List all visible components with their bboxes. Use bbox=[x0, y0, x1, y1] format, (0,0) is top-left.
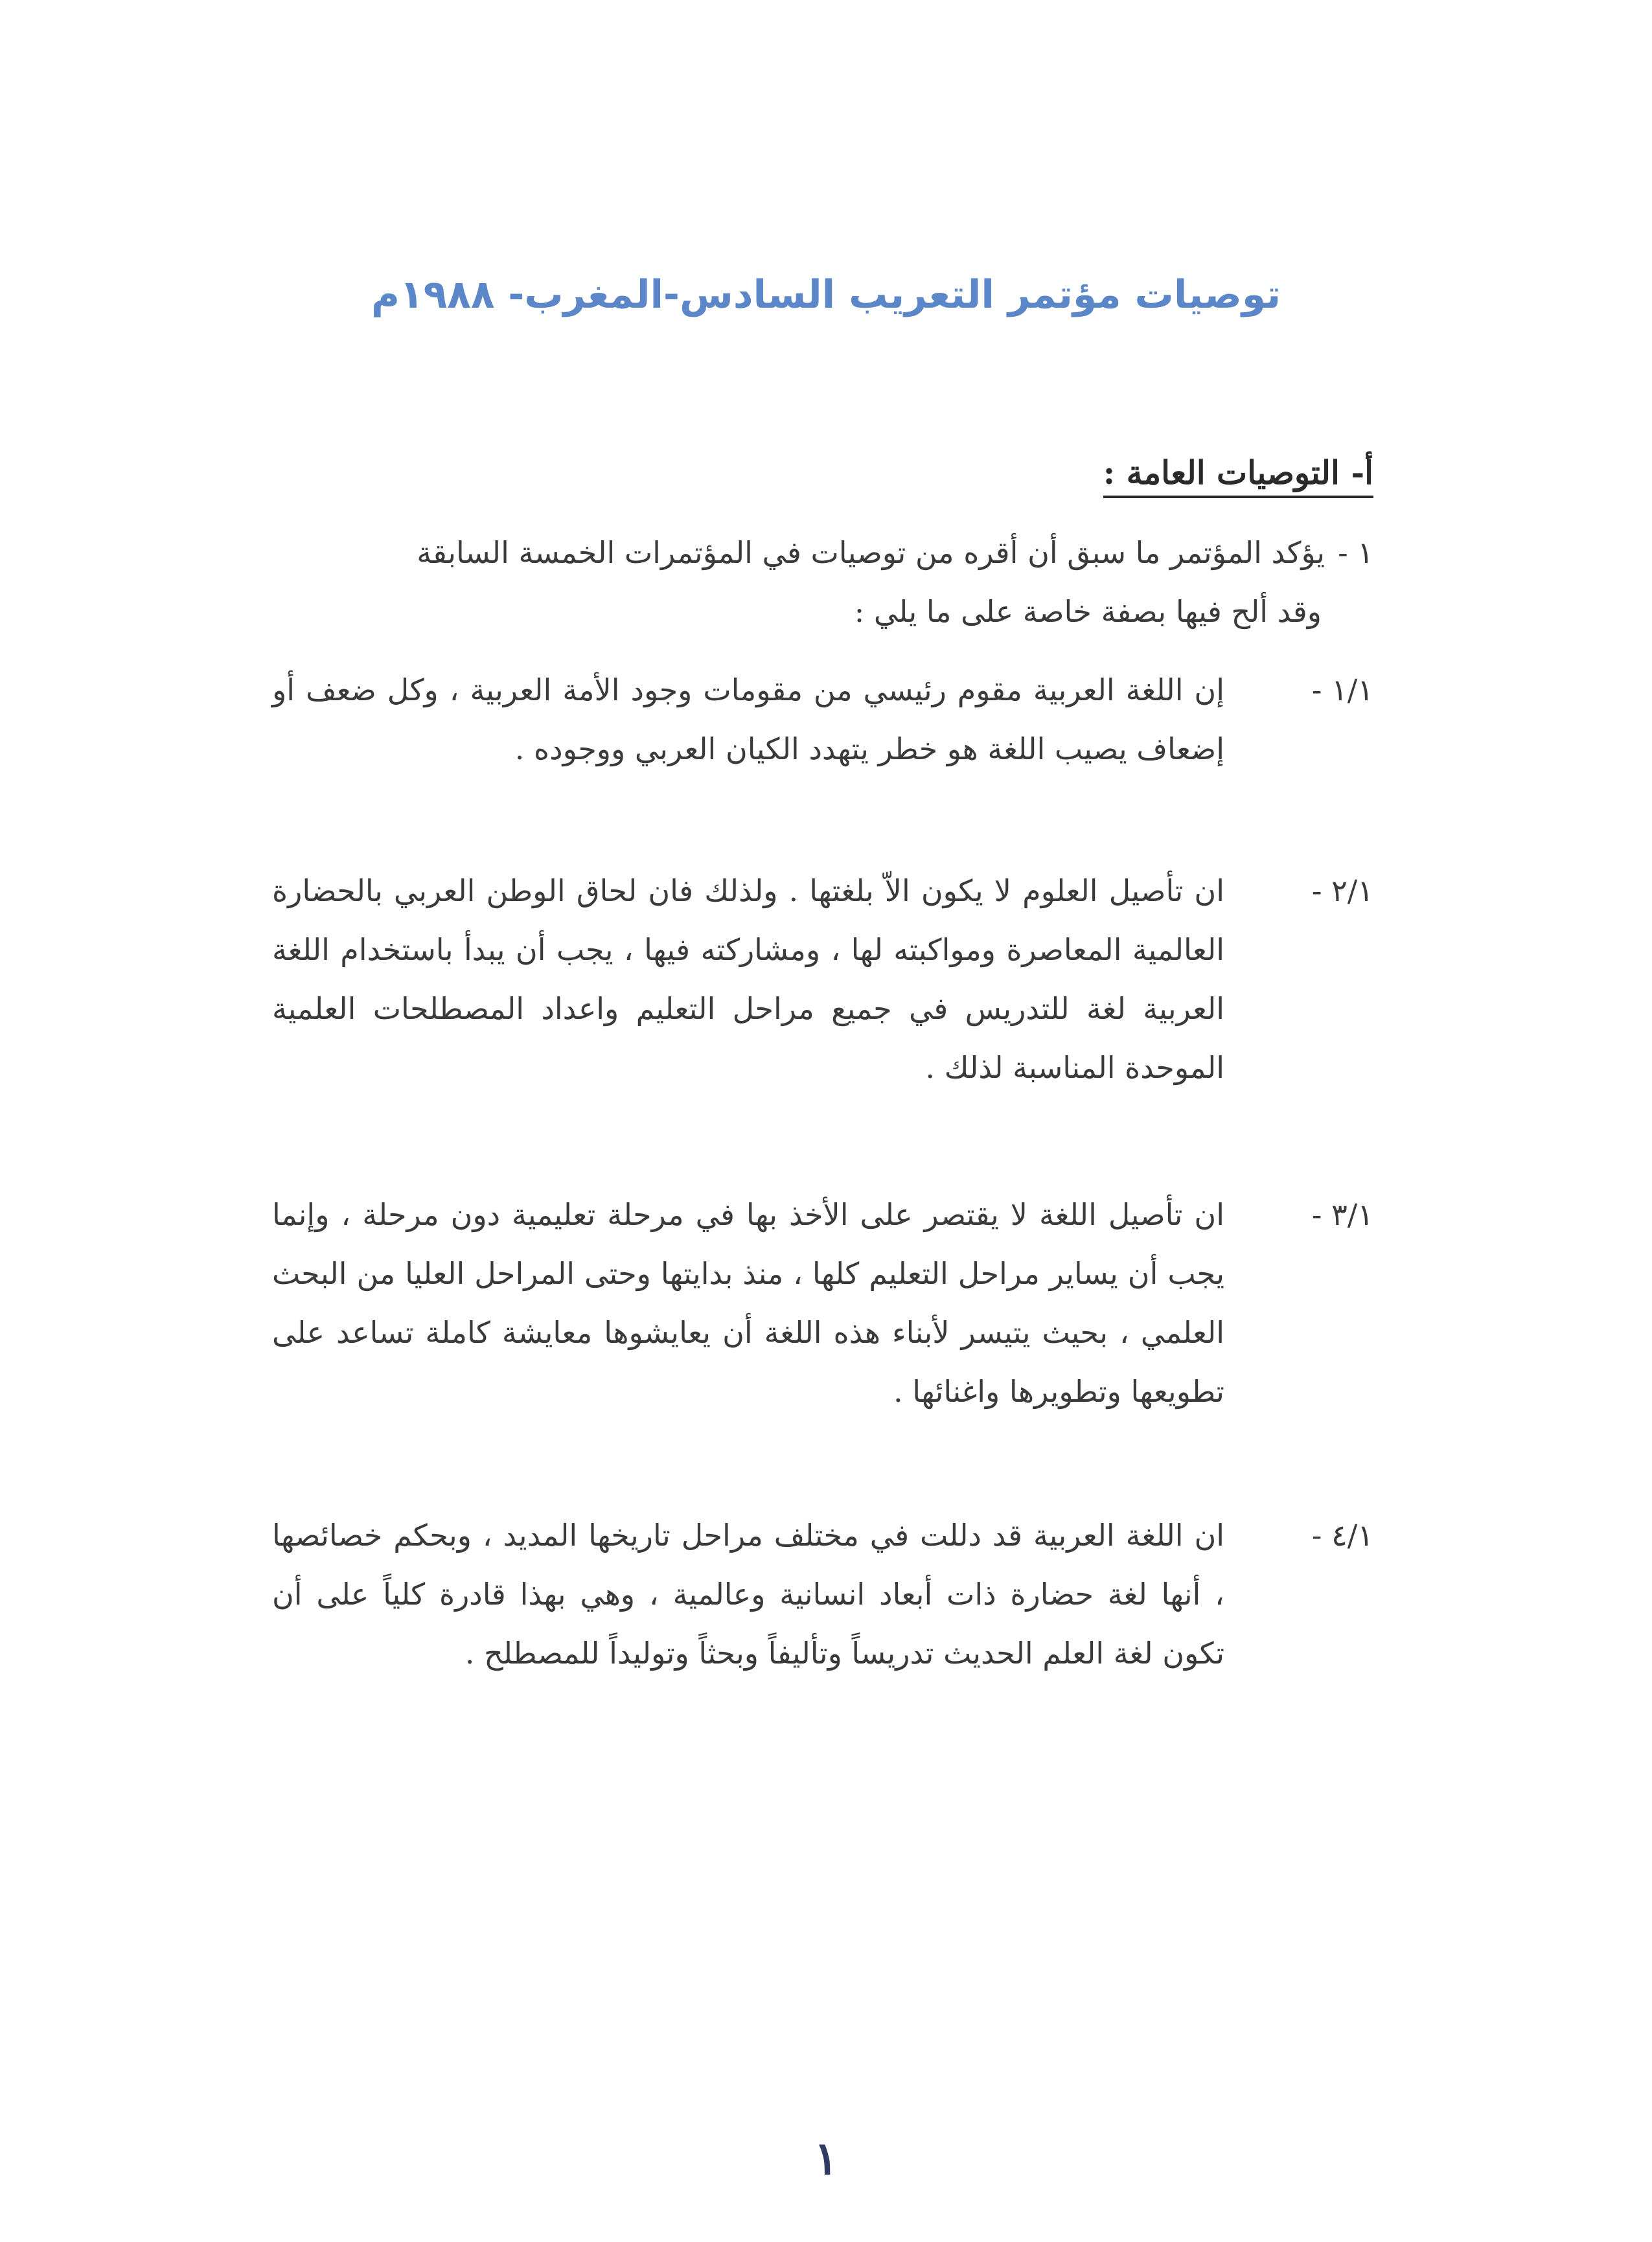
sub-item-2-number: ٢/١ - bbox=[1311, 873, 1373, 908]
sub-item-4 bbox=[272, 1506, 1373, 1683]
page-title: توصيات مؤتمر التعريب السادس-المغرب- ١٩٨٨م bbox=[371, 272, 1281, 317]
sub-item-1-text: إن اللغة العربية مقوم رئيسي من مقومات وجود الأمة العربية ، وكل ضعف أو إضعاف يصيب اللغة هو خطر يتهدد الكيان العربي ووجوده . bbox=[272, 672, 1224, 766]
sub-item-2-text: ان تأصيل العلوم لا يكون الاّ بلغتها . ولذلك فان لحاق الوطن العربي بالحضارة العالمية المعاصرة ومواكبته لها ، ومشاركته فيها ، يجب أن يبدأ باستخدام اللغة العربية لغة للتدريس في جميع مراحل التعليم واعداد المصطلحات العلمية الموحدة المناسبة لذلك . bbox=[272, 873, 1224, 1085]
sub-item-1-number: ١/١ - bbox=[1311, 672, 1373, 707]
sub-item-2 bbox=[272, 862, 1373, 1097]
sub-item-1 bbox=[272, 661, 1373, 779]
sub-item-4-text: ان اللغة العربية قد دللت في مختلف مراحل تاريخها المديد ، وبحكم خصائصها ، أنها لغة حضارة ذات أبعاد انسانية وعالمية ، وهي بهذا قادرة كلياً على أن تكون لغة العلم الحديث تدريساً وتأليفاً وبحثاً وتوليداً للمصطلح . bbox=[272, 1518, 1224, 1671]
main-item-line1 bbox=[417, 535, 1373, 570]
section-heading: أ- التوصيات العامة : bbox=[1103, 453, 1373, 498]
main-item-number: ١ - bbox=[1338, 535, 1373, 570]
sub-item-3-text: ان تأصيل اللغة لا يقتصر على الأخذ بها في مرحلة تعليمية دون مرحلة ، وإنما يجب أن يساير مراحل التعليم كلها ، منذ بدايتها وحتى المراحل العليا من البحث العلمي ، بحيث يتيسر لأبناء هذه اللغة أن يعايشوها معايشة كاملة تساعد على تطويعها وتطويرها واغنائها . bbox=[272, 1197, 1224, 1409]
main-item-text-line2: وقد ألح فيها بصفة خاصة على ما يلي : bbox=[854, 594, 1322, 629]
page-number: ١ bbox=[814, 2131, 838, 2185]
sub-item-4-number: ٤/١ - bbox=[1311, 1518, 1373, 1553]
main-item-text-line1: يؤكد المؤتمر ما سبق أن أقره من توصيات في المؤتمرات الخمسة السابقة bbox=[417, 535, 1325, 570]
main-item bbox=[84, 523, 1373, 641]
sub-item-3 bbox=[272, 1185, 1373, 1421]
sub-item-3-number: ٣/١ - bbox=[1311, 1197, 1373, 1232]
